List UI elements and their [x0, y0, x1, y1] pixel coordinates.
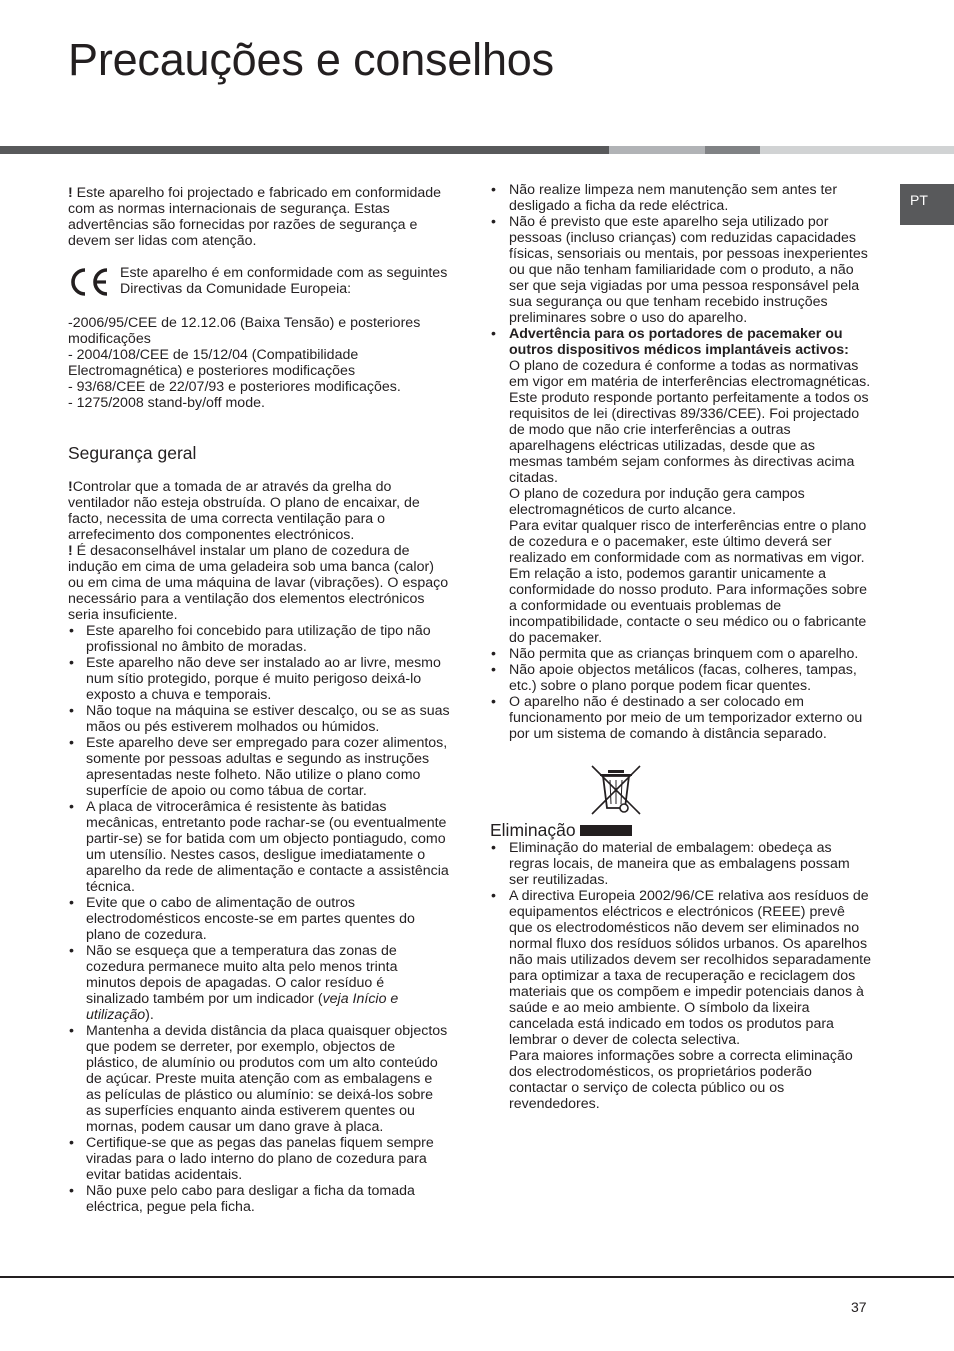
list-item: • O aparelho não é destinado a ser colocado em funcionamento por meio de um temporizador externo ou por um sistema de comando à distância separado. — [490, 694, 872, 742]
weee-bar — [580, 825, 632, 836]
list-item: • A placa de vitrocerâmica é resistente às batidas mecânicas, entretanto pode rachar-se (ou eventualmente partir-se) se for batida com um objecto pontiagudo, como um utensílio. Nestes casos, desligue imediatamente o aparelho da rede de alimentação e contacte a assistência técnica. — [68, 799, 450, 895]
section-heading-general-safety: Segurança geral — [68, 443, 197, 463]
pacemaker-paragraph: Em relação a isto, podemos garantir unicamente a conformidade do nosso produto. Para informações sobre a conformidade ou eventuais problemas de incompatibilidade, contacte o seu médico ou o fabricante do pacemaker. — [509, 566, 868, 646]
language-tab — [900, 184, 954, 225]
header-rule-light — [609, 146, 705, 154]
safety-list — [68, 623, 450, 1215]
list-item: • Este aparelho não deve ser instalado ao ar livre, mesmo num sítio protegido, porque é muito perigoso deixá-lo exposto a chuva e temporais. — [68, 655, 450, 703]
list-item: • Certifique-se que as pegas das panelas fiquem sempre viradas para o lado interno do plano de cozedura para evitar batidas acidentais. — [68, 1135, 450, 1183]
pacemaker-paragraph: O plano de cozedura é conforme a todas as normativas em vigor em matéria de interferências electromagnéticas. — [509, 358, 871, 390]
warning-ventilation: !Controlar que a tomada de ar através da grelha do ventilador não esteja obstruída. O plano de encaixar, de facto, necessita de uma correcta ventilação para o arrefecimento dos componentes electrónicos. — [68, 479, 420, 543]
disposal-extra-paragraph: Para maiores informações sobre a correcta eliminação dos electrodomésticos, os proprietários poderão contactar o serviço de colecta público ou os revendedores. — [509, 1048, 853, 1112]
directive-item: - 1275/2008 stand-by/off mode. — [68, 395, 265, 411]
list-item: • A directiva Europeia 2002/96/CE relativa aos resíduos de equipamentos eléctricos e electrónicos (REEE) prevê que os electrodomésticos não devem ser eliminados no normal fluxo dos resíduos sólidos urbanos. Os aparelhos não mais utilizados devem ser recolhidos separadamente para optimizar a taxa de recuperação e reciclagem dos materiais que os compõem e impedir potenciais danos à saúde e ao meio ambiente. O símbolo da lixeira cancelada está indicado em todos os produtos para lembrar o dever de colecta selectiva. Para maiores informações sobre a correcta eliminação dos electrodomésticos, os proprietários poderão contactar o serviço de colecta público ou os revendedores. — [490, 888, 872, 1112]
language-tab-label: PT — [910, 192, 928, 208]
pacemaker-heading: • Advertência para os portadores de pacemaker ou outros dispositivos médicos implantáveis activos: — [509, 326, 849, 358]
section-heading-disposal: Eliminação — [490, 820, 872, 840]
disposal-list — [490, 840, 872, 1112]
weee-symbol — [490, 764, 872, 820]
header-rule-dark — [0, 146, 609, 154]
page-title: Precauções e conselhos — [68, 34, 554, 85]
list-item: • Este aparelho foi concebido para utilização de tipo não profissional no âmbito de moradas. — [68, 623, 450, 655]
right-column — [490, 182, 872, 1112]
list-item: • Este aparelho deve ser empregado para cozer alimentos, somente por pessoas adultas e segundo as instruções apresentadas neste folheto. Não utilize o plano como superfície de apoio ou como tábua de cortar. — [68, 735, 450, 799]
list-item: • Mantenha a devida distância da placa quaisquer objectos que podem se derreter, por exemplo, objectos de plástico, de alumínio ou produtos com um alto conteúdo de açúcar. Preste muita atenção com as embalagens e as películas de plástico ou alumínio: se deixá-los sobre as superfícies enquanto ainda estiverem quentes ou mornas, podem causar um dano grave à placa. — [68, 1023, 450, 1135]
list-item: • Não realize limpeza nem manutenção sem antes ter desligado a ficha da rede eléctrica. — [490, 182, 872, 214]
list-item-residual-heat: • Não se esqueça que a temperatura das zonas de cozedura permanece muito alta pelo menos trinta minutos depois de apagadas. O calor resíduo é sinalizado também por um indicador (veja Início e utilização). — [68, 943, 450, 1023]
header-rule-mid — [705, 146, 760, 154]
pacemaker-paragraph: Para evitar qualquer risco de interferências entre o plano de cozedura e o pacemaker, este último deverá ser realizado em conformidade com as normativas em vigor. — [509, 518, 867, 566]
ce-text: Este aparelho é em conformidade com as seguintes Directivas da Comunidade Europeia: — [120, 265, 448, 297]
intro-paragraph: ! Este aparelho foi projectado e fabricado em conformidade com as normas internacionais de segurança. Estas advertências são fornecidas por razões de segurança e devem ser lidas com atenção. — [68, 185, 442, 249]
pacemaker-paragraph: O plano de cozedura por indução gera campos electromagnéticos de curto alcance. — [509, 486, 805, 518]
list-item: • Não toque na máquina se estiver descalço, ou se as suas mãos ou pés estiverem molhados ou húmidos. — [68, 703, 450, 735]
page-number: 37 — [851, 1299, 867, 1315]
right-list-top — [490, 182, 872, 742]
list-item: • Não apoie objectos metálicos (facas, colheres, tampas, etc.) sobre o plano porque podem ficar quentes. — [490, 662, 872, 694]
ce-conformity — [68, 265, 450, 299]
warning-installation: ! É desaconselhável instalar um plano de cozedura de indução em cima de uma geladeira sob uma banca (calor) ou em cima de uma máquina de lavar (vibrações). O espaço necessário para a ventilação dos elementos electrónicos seria insuficiente. — [68, 543, 449, 623]
directive-item: - 93/68/CEE de 22/07/93 e posteriores modificações. — [68, 379, 401, 395]
crossed-bin-icon — [590, 764, 642, 816]
left-column — [68, 185, 450, 1215]
header-rule-pale — [760, 146, 954, 154]
pacemaker-paragraph: Este produto responde portanto perfeitamente a todos os requisitos de lei (directivas 89/336/CEE). Foi projectado de modo que não crie interferências a outras aparelhagens eléctricas utilizadas, desde que as mesmas também sejam conformes às directivas acima citadas. — [509, 390, 869, 486]
list-item: • Não puxe pelo cabo para desligar a ficha da tomada eléctrica, pegue pela ficha. — [68, 1183, 450, 1215]
list-item: • Não é previsto que este aparelho seja utilizado por pessoas (incluso crianças) com reduzidas capacidades físicas, sensoriais ou mentais, por pessoas inexperientes ou que não tenham familiaridade com o produto, a não ser que seja vigiadas por uma pessoa responsável pela sua segurança ou que tenham recebido instruções preliminares sobre o uso do aparelho. — [490, 214, 872, 326]
list-item: • Eliminação do material de embalagem: obedeça as regras locais, de maneira que as embalagens possam ser reutilizadas. — [490, 840, 872, 888]
list-item-pacemaker — [490, 326, 872, 646]
list-item: • Não permita que as crianças brinquem com o aparelho. — [490, 646, 872, 662]
directives-list — [68, 315, 450, 411]
directive-item: -2006/95/CEE de 12.12.06 (Baixa Tensão) e posteriores modificações — [68, 315, 421, 347]
list-item: • Evite que o cabo de alimentação de outros electrodomésticos encoste-se em partes quentes do plano de cozedura. — [68, 895, 450, 943]
cross-reference: veja Início e utilização — [86, 991, 399, 1023]
directive-item: - 2004/108/CEE de 15/12/04 (Compatibilidade Electromagnética) e posteriores modificações — [68, 347, 359, 379]
footer-rule — [0, 1276, 954, 1278]
ce-mark-icon — [68, 267, 112, 297]
warning-mark: ! — [68, 185, 73, 201]
